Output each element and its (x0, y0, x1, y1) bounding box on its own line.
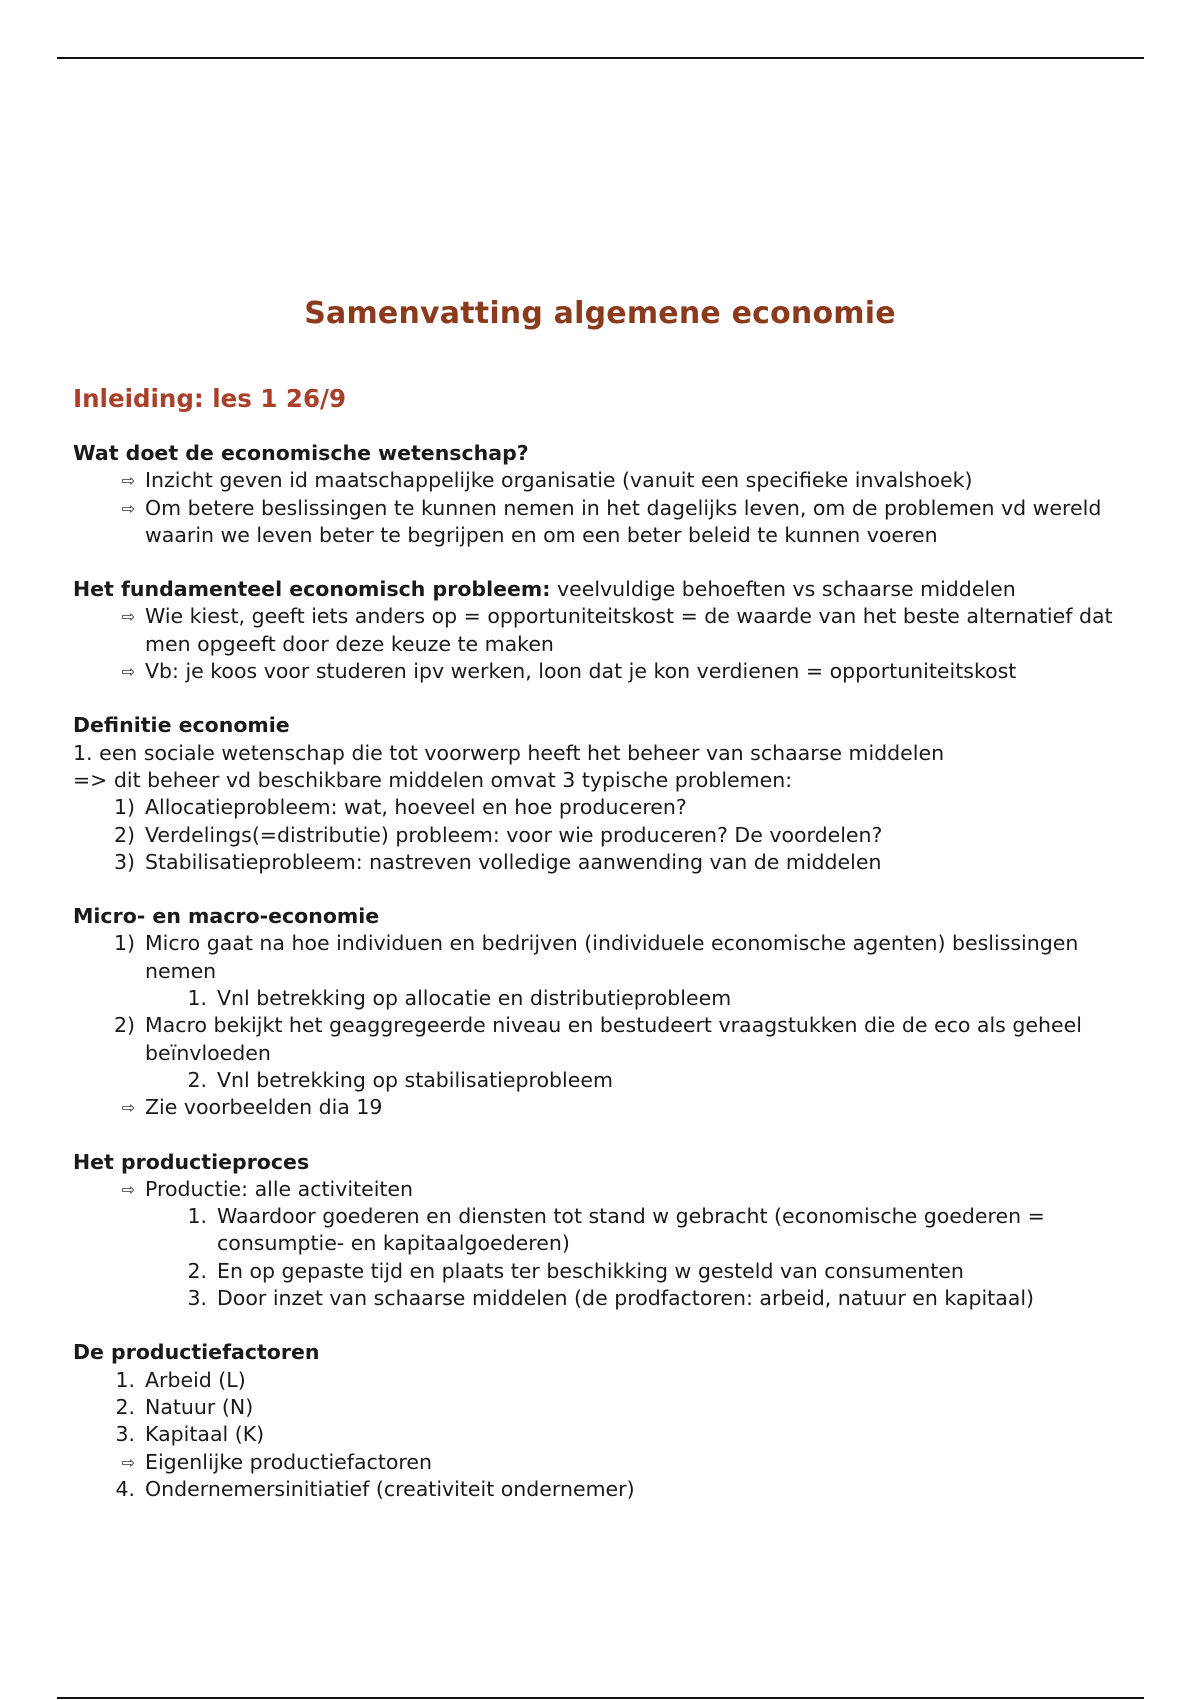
list-item (73, 1367, 1133, 1394)
list-item (73, 658, 1133, 685)
list-item (73, 1176, 1133, 1203)
section-title: Wat doet de economische wetenschap? (73, 441, 529, 465)
list-marker: 3. (115, 1422, 135, 1447)
list-item-text: Macro bekijkt het geaggregeerde niveau en bestudeert vraagstukken die de eco als geheel beïnvloeden (145, 1013, 1082, 1065)
header-rule (57, 57, 1144, 59)
list-marker: 1) (113, 795, 135, 820)
list-item-text: Stabilisatieprobleem: nastreven volledige aanwending van de middelen (145, 849, 882, 874)
list-item-text: Om betere beslissingen te kunnen nemen in het dagelijks leven, om de problemen vd wereld waarin we leven beter te begrijpen en om een beter beleid te kunnen voeren (145, 495, 1102, 547)
section-title-rest: veelvuldige behoeften vs schaarse middelen (550, 577, 1016, 602)
list-marker: 1) (113, 931, 135, 956)
list-item (73, 1094, 1133, 1121)
list-item (73, 822, 1133, 849)
section-title: De productiefactoren (73, 1340, 320, 1365)
list-item (73, 985, 1133, 1012)
list-item (73, 1203, 1133, 1258)
arrow-bullet-icon: ⇨ (121, 607, 135, 627)
list-item-text: Wie kiest, geeft iets anders op = opportuniteitskost = de waarde van het beste alternatief dat men opgeeft door deze keuze te maken (145, 604, 1113, 656)
list-item-text: Eigenlijke productiefactoren (145, 1449, 432, 1474)
list-item (73, 1285, 1133, 1312)
section-title: Het fundamenteel economisch probleem: (73, 577, 551, 602)
list-item-text: Waardoor goederen en diensten tot stand w gebracht (economische goederen = consumptie- en kapitaalgoederen) (217, 1204, 1045, 1256)
arrow-bullet-icon: ⇨ (121, 1452, 135, 1472)
list-item-text: Verdelings(=distributie) probleem: voor wie produceren? De voordelen? (145, 822, 883, 847)
list-item (73, 794, 1133, 821)
list-item (73, 495, 1133, 550)
list-item-text: Ondernemersinitiatief (creativiteit ondernemer) (145, 1476, 635, 1501)
list-item-text: Inzicht geven id maatschappelijke organisatie (vanuit een specifieke invalshoek) (145, 468, 973, 493)
list-item-text: Productie: alle activiteiten (145, 1176, 414, 1201)
paragraph-line: => dit beheer vd beschikbare middelen omvat 3 typische problemen: (73, 767, 793, 792)
list-item (73, 1449, 1133, 1476)
section-title-line (73, 576, 1133, 603)
arrow-bullet-icon: ⇨ (121, 1179, 135, 1199)
list-marker: 3) (113, 849, 135, 874)
section-title: Het productieproces (73, 1149, 310, 1174)
list-item (73, 930, 1133, 985)
list-item (73, 1012, 1133, 1067)
list-item-text: Vb: je koos voor studeren ipv werken, loon dat je kon verdienen = opportuniteitskost (145, 659, 1017, 684)
list-item (73, 1421, 1133, 1448)
arrow-bullet-icon: ⇨ (121, 498, 135, 518)
section-production-process (73, 1149, 1133, 1313)
list-marker: 2) (113, 1013, 135, 1038)
list-marker: 4. (115, 1476, 135, 1501)
list-item (73, 1394, 1133, 1421)
list-item (73, 1067, 1133, 1094)
list-marker: 1. (115, 1367, 135, 1392)
document-title: Samenvatting algemene economie (304, 296, 896, 331)
list-item (73, 603, 1133, 658)
arrow-bullet-icon: ⇨ (121, 1098, 135, 1118)
list-item-text: En op gepaste tijd en plaats ter beschikking w gesteld van consumenten (217, 1258, 964, 1283)
list-item (73, 467, 1133, 494)
list-marker: 3. (187, 1286, 207, 1311)
list-marker: 2. (115, 1394, 135, 1419)
section-title: Micro- en macro-economie (73, 904, 380, 929)
list-item (73, 1258, 1133, 1285)
section-definition (73, 712, 1133, 876)
section-micro-macro (73, 903, 1133, 1121)
arrow-bullet-icon: ⇨ (121, 471, 135, 491)
list-item-text: Vnl betrekking op stabilisatieprobleem (217, 1067, 613, 1092)
list-item (73, 849, 1133, 876)
footer-rule (57, 1697, 1144, 1699)
paragraph-line: 1. een sociale wetenschap die tot voorwerp heeft het beheer van schaarse middelen (73, 740, 945, 765)
section-title: Definitie economie (73, 713, 290, 738)
list-item (73, 1476, 1133, 1503)
list-item-text: Arbeid (L) (145, 1367, 246, 1392)
list-item-text: Micro gaat na hoe individuen en bedrijven (individuele economische agenten) beslissingen nemen (145, 931, 1079, 983)
section-economic-science (73, 440, 1133, 549)
list-item-text: Door inzet van schaarse middelen (de prodfactoren: arbeid, natuur en kapitaal) (217, 1286, 1035, 1311)
section-fundamental-problem (73, 576, 1133, 685)
list-marker: 2) (113, 822, 135, 847)
arrow-bullet-icon: ⇨ (121, 662, 135, 682)
section-production-factors (73, 1339, 1133, 1503)
list-marker: 2. (187, 1258, 207, 1283)
list-item-text: Zie voorbeelden dia 19 (145, 1095, 383, 1120)
section-heading: Inleiding: les 1 26/9 (73, 384, 347, 413)
list-marker: 1. (187, 1204, 207, 1229)
list-item-text: Allocatieprobleem: wat, hoeveel en hoe produceren? (145, 795, 687, 820)
list-item-text: Kapitaal (K) (145, 1422, 265, 1447)
document-body (73, 384, 1133, 1530)
list-item-text: Vnl betrekking op allocatie en distributieprobleem (217, 986, 732, 1011)
list-marker: 2. (187, 1067, 207, 1092)
list-marker: 1. (187, 986, 207, 1011)
list-item-text: Natuur (N) (145, 1394, 254, 1419)
